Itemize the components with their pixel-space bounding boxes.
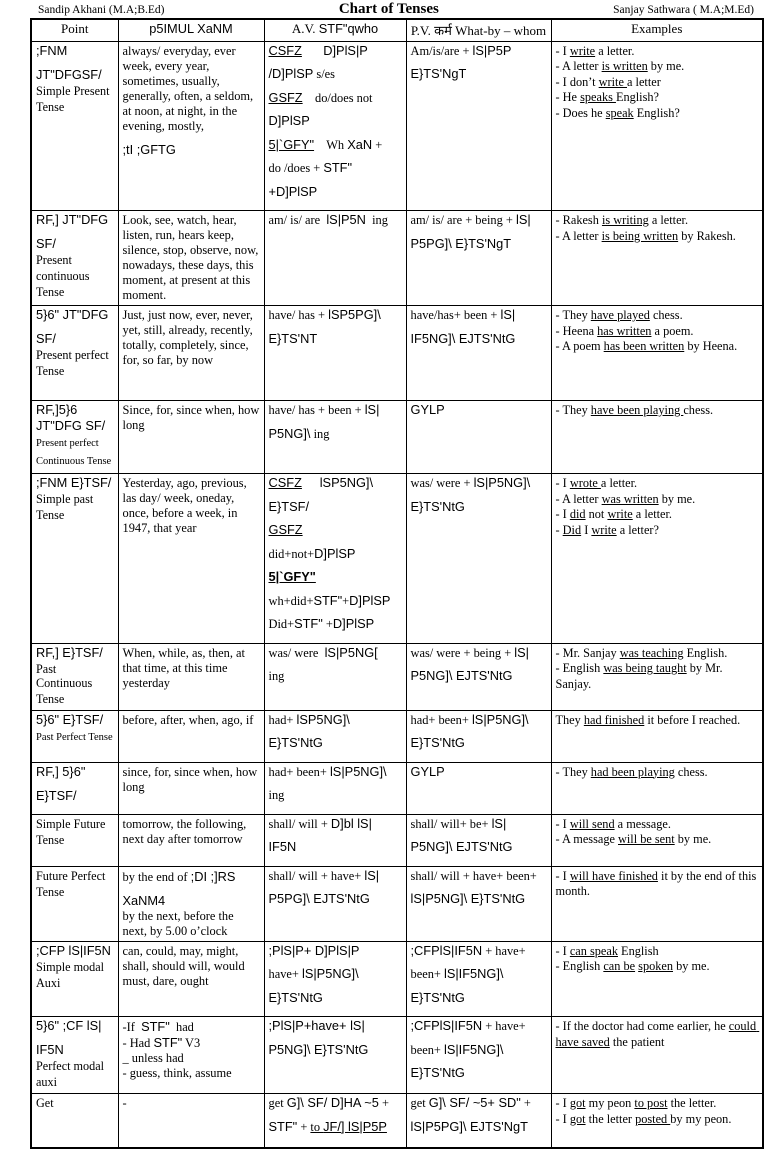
- masthead: [0, 0, 768, 18]
- table-body: [31, 41, 763, 1148]
- text-line: was/ were + lS|P5NG]\: [410, 475, 531, 490]
- cell-keywords: [118, 643, 264, 710]
- cell-point: [31, 306, 118, 401]
- text-line: shall/ will + have+ been+: [410, 868, 537, 883]
- text-line: ;CFPlS|IF5N + have+: [410, 942, 526, 958]
- text-line: IF5NG]\ EJTS'NtG: [410, 330, 516, 346]
- cell-keywords: [118, 762, 264, 814]
- text-line: STF" + to JF/] lS|P5P: [268, 1118, 387, 1134]
- text-line: Tense: [36, 364, 65, 378]
- text-line: SF/: [36, 331, 56, 346]
- text-line: lS|P5PG]\ EJTS'NgT: [410, 1118, 528, 1134]
- cell-keywords: [118, 306, 264, 401]
- text-line: - I wrote a letter.: [555, 476, 638, 490]
- text-line: - Had STF" V3: [122, 1035, 201, 1050]
- cell-examples: [551, 941, 763, 1017]
- text-line: - Mr. Sanjay was teaching English.: [555, 645, 728, 660]
- text-line: did+not+D]PlSP: [268, 545, 356, 561]
- text-line: Tense: [36, 508, 65, 522]
- text-line: RF,] JT"DFG: [36, 212, 109, 227]
- spacer: [123, 885, 260, 893]
- text-line: They had finished it before I reached.: [555, 712, 741, 727]
- text-line: ;PlS|P+ D]PlS|P: [268, 942, 360, 958]
- text-line: When, while, as, then, at that time, at this time yesterday: [122, 645, 249, 690]
- text-line: RF,]5}6: [36, 402, 78, 417]
- col-header-active-voice: A.V. STF"qwho: [264, 19, 406, 41]
- author-right: Sanjay Sathwara ( M.A;M.Ed): [613, 4, 754, 16]
- text-line: ing: [268, 788, 285, 802]
- text-line: P5NG]\ EJTS'NtG: [410, 839, 513, 854]
- text-line: - I don’t write a letter: [555, 74, 661, 89]
- text-line: can, could, may, might, shall, should will, would must, dare, ought: [122, 943, 248, 988]
- cell-passive-voice: [406, 1017, 551, 1094]
- tense-row: [31, 866, 763, 941]
- cell-passive-voice: [406, 306, 551, 401]
- cell-keywords: [118, 41, 264, 211]
- text-line: had+ been+ lS|P5NG]\: [410, 711, 529, 727]
- text-line: before, after, when, ago, if: [122, 712, 254, 727]
- text-line: been+ lS|IF5NG]\: [410, 1041, 504, 1057]
- text-line: GSFZ: [268, 522, 303, 537]
- text-line: 5}6" E}TSF/: [36, 711, 104, 727]
- cell-point: [31, 41, 118, 211]
- cell-examples: [551, 41, 763, 211]
- text-line: Future Perfect: [36, 868, 106, 883]
- text-line: - I will have finished it by the end of this month.: [555, 868, 760, 898]
- text-line: P5PG]\ E}TS'NgT: [410, 235, 512, 251]
- text-line: /D]PlSP s/es: [268, 66, 335, 81]
- cell-examples: [551, 401, 763, 474]
- text-line: shall/ will + have+ lS|: [268, 867, 380, 883]
- text-line: Did+STF" +D]PlSP: [268, 616, 375, 631]
- text-line: - Rakesh is writing a letter.: [555, 213, 689, 227]
- cell-keywords: [118, 941, 264, 1017]
- cell-point: [31, 710, 118, 762]
- cell-active-voice: [264, 941, 406, 1017]
- cell-keywords: [118, 211, 264, 306]
- text-line: JT"DFG SF/: [36, 418, 106, 433]
- text-line: P5NG]\ ing: [268, 425, 330, 441]
- text-line: E}TS'NtG: [410, 989, 465, 1005]
- text-line: Tense: [36, 884, 65, 899]
- tense-row: [31, 474, 763, 644]
- cell-keywords: [118, 710, 264, 762]
- cell-examples: [551, 866, 763, 941]
- cell-point: [31, 941, 118, 1017]
- cell-examples: [551, 762, 763, 814]
- text-line: - English was being taught by Mr. Sanjay.: [555, 661, 726, 691]
- text-line: SF/: [36, 236, 56, 251]
- cell-examples: [551, 710, 763, 762]
- text-line: Simple Future: [36, 816, 106, 831]
- text-line: shall/ will + D]bl lS|: [268, 815, 372, 831]
- text-line: IF5N: [36, 1042, 64, 1057]
- text-line: Tense: [36, 285, 65, 299]
- text-line: - I will send a message.: [555, 816, 671, 831]
- cell-examples: [551, 814, 763, 866]
- text-line: do /does + STF": [268, 160, 353, 175]
- text-line: E}TS'NgT: [410, 66, 467, 81]
- text-line: Present perfect: [36, 348, 109, 362]
- text-line: Present: [36, 253, 72, 267]
- text-line: have/ has + been + lS|: [268, 402, 380, 417]
- text-line: - He speaks English?: [555, 90, 659, 104]
- tense-row: [31, 306, 763, 401]
- cell-passive-voice: [406, 41, 551, 211]
- cell-examples: [551, 643, 763, 710]
- text-line: - A letter is written by me.: [555, 59, 685, 73]
- text-line: +D]PlSP: [268, 183, 318, 199]
- text-line: 5}6" ;CF lS|: [36, 1018, 102, 1033]
- text-line: ;FNM E}TSF/: [36, 475, 112, 490]
- cell-point: [31, 866, 118, 941]
- text-line: Get: [36, 1096, 54, 1110]
- cell-active-voice: [264, 401, 406, 474]
- cell-active-voice: [264, 41, 406, 211]
- text-line: - I did not write a letter.: [555, 507, 672, 521]
- cell-passive-voice: [406, 814, 551, 866]
- col-header-point: Point: [31, 19, 118, 41]
- text-line: 5|`GFY" Wh XaN +: [268, 136, 383, 152]
- text-line: Present perfect: [36, 438, 99, 449]
- text-line: E}TSF/: [268, 498, 310, 514]
- text-line: wh+did+STF"+D]PlSP: [268, 592, 391, 608]
- cell-active-voice: [264, 474, 406, 644]
- text-line: - They had been playing chess.: [555, 764, 708, 779]
- cell-active-voice: [264, 866, 406, 941]
- text-line: Since, for, since when, how long: [122, 403, 263, 432]
- text-line: E}TS'NtG: [268, 735, 323, 750]
- text-line: ;tI ;GFTG: [122, 141, 176, 157]
- cell-passive-voice: [406, 643, 551, 710]
- cell-passive-voice: [406, 762, 551, 814]
- cell-keywords: [118, 474, 264, 644]
- text-line: Look, see, watch, hear, listen, run, hears keep, silence, stop, observe, now, nowadays, these days, this moment, at present at this moment.: [122, 213, 262, 302]
- col-header-form-name: p5IMUL XaNM: [118, 19, 264, 41]
- text-line: get G]\ SF/ D]HA ~5 +: [268, 1095, 389, 1110]
- text-line: was/ were + being + lS|: [410, 644, 529, 660]
- text-line: E}TS'NtG: [410, 498, 465, 514]
- text-line: - Heena has written a poem.: [555, 323, 694, 338]
- cell-point: [31, 401, 118, 474]
- text-line: since, for, since when, how long: [122, 764, 261, 794]
- text-line: Simple Present: [36, 83, 110, 98]
- tense-row: [31, 643, 763, 710]
- text-line: am/ is/ are lS|P5N ing: [268, 212, 388, 227]
- text-line: D]PlSP: [268, 113, 310, 128]
- text-line: - I write a letter.: [555, 43, 635, 58]
- cell-point: [31, 1017, 118, 1094]
- tense-row: [31, 41, 763, 211]
- text-line: - A message will be sent by me.: [555, 832, 712, 846]
- text-line: RF,] E}TSF/: [36, 644, 103, 660]
- text-line: CSFZ D]PlS|P: [268, 42, 368, 58]
- text-line: - I got my peon to post the letter.: [555, 1096, 717, 1110]
- text-line: - I got the letter posted by my peon.: [555, 1111, 732, 1126]
- cell-passive-voice: [406, 211, 551, 306]
- text-line: - English can be spoken by me.: [555, 959, 710, 973]
- col-header-examples: Examples: [551, 19, 763, 41]
- text-line: by the next, before the next, by 5.00 o’clock: [122, 908, 237, 938]
- cell-point: [31, 211, 118, 306]
- cell-passive-voice: [406, 710, 551, 762]
- text-line: E}TS'NtG: [268, 989, 323, 1005]
- text-line: CSFZ lSP5NG]\: [268, 475, 374, 490]
- text-line: Just, just now, ever, never, yet, still, already, recently, totally, completely, since, for, so far, by now: [122, 308, 256, 367]
- text-line: have/ has + lSP5PG]\: [268, 307, 381, 322]
- text-line: P5NG]\ E}TS'NtG: [268, 1041, 369, 1057]
- text-line: always/ everyday, ever week, every year, sometimes, usually, generally, often, a seldom, at noon, at night, in the evening, mostly,: [122, 43, 257, 133]
- text-line: - I can speak English: [555, 943, 659, 958]
- cell-keywords: [118, 401, 264, 474]
- text-line: - A poem has been written by Heena.: [555, 339, 738, 353]
- header-row: [31, 19, 763, 41]
- cell-point: [31, 762, 118, 814]
- text-line: - Does he speak English?: [555, 105, 680, 120]
- text-line: XaNM4: [122, 892, 166, 908]
- text-line: -If STF" had: [122, 1019, 194, 1034]
- cell-active-voice: [264, 1094, 406, 1148]
- text-line: ;CFP lS|IF5N: [36, 942, 111, 958]
- cell-examples: [551, 1094, 763, 1148]
- text-line: have/has+ been + lS|: [410, 307, 516, 322]
- cell-active-voice: [264, 306, 406, 401]
- tenses-table: [30, 18, 764, 1149]
- text-line: Tense: [36, 832, 65, 847]
- text-line: continuous: [36, 269, 90, 283]
- text-line: RF,] 5}6": [36, 763, 86, 779]
- text-line: P5NG]\ EJTS'NtG: [410, 668, 513, 683]
- text-line: Simple modal: [36, 959, 105, 974]
- tense-row: [31, 1017, 763, 1094]
- text-line: Am/is/are + lS|P5P: [410, 42, 512, 58]
- text-line: E}TS'NtG: [410, 1065, 465, 1080]
- text-line: 5}6" JT"DFG: [36, 307, 109, 322]
- text-line: tomorrow, the following, next day after tomorrow: [122, 816, 250, 846]
- text-line: shall/ will+ be+ lS|: [410, 815, 507, 831]
- tense-row: [31, 814, 763, 866]
- cell-examples: [551, 306, 763, 401]
- cell-passive-voice: [406, 866, 551, 941]
- text-line: 5|`GFY": [268, 569, 316, 584]
- text-line: ;FNM: [36, 42, 68, 58]
- cell-point: [31, 1094, 118, 1148]
- col-header-passive-voice: P.V. कर्म What-by – whom: [406, 19, 551, 41]
- cell-examples: [551, 211, 763, 306]
- text-line: Simple past: [36, 492, 94, 506]
- cell-active-voice: [264, 762, 406, 814]
- text-line: IF5N: [268, 839, 297, 854]
- text-line: ;CFPlS|IF5N + have+: [410, 1018, 526, 1033]
- text-line: E}TS'NtG: [410, 735, 465, 750]
- text-line: GSFZ do/does not: [268, 89, 373, 105]
- text-line: GYLP: [410, 763, 445, 779]
- text-line: by the end of ;DI ;]RS: [122, 868, 236, 884]
- cell-keywords: [118, 866, 264, 941]
- text-line: Past Perfect Tense: [36, 731, 113, 743]
- tense-row: [31, 710, 763, 762]
- cell-passive-voice: [406, 401, 551, 474]
- text-line: had+ been+ lS|P5NG]\: [268, 763, 387, 779]
- cell-keywords: [118, 1017, 264, 1094]
- text-line: am/ is/ are + being + lS|: [410, 212, 531, 227]
- text-line: Yesterday, ago, previous, las day/ week, oneday, once, before a week, in 1947, that year: [122, 476, 250, 535]
- cell-active-voice: [264, 211, 406, 306]
- text-line: was/ were lS|P5NG[: [268, 644, 378, 660]
- text-line: P5PG]\ EJTS'NtG: [268, 891, 370, 906]
- cell-point: [31, 474, 118, 644]
- table-header: [31, 19, 763, 41]
- tense-row: [31, 1094, 763, 1148]
- cell-active-voice: [264, 710, 406, 762]
- cell-passive-voice: [406, 941, 551, 1017]
- text-line: Tense: [36, 99, 65, 114]
- text-line: Perfect modal: [36, 1059, 105, 1073]
- cell-examples: [551, 474, 763, 644]
- cell-point: [31, 643, 118, 710]
- text-line: GYLP: [410, 402, 445, 417]
- text-line: get G]\ SF/ ~5+ SD" +: [410, 1095, 531, 1110]
- cell-passive-voice: [406, 1094, 551, 1148]
- text-line: ing: [268, 669, 285, 683]
- tense-row: [31, 941, 763, 1017]
- text-line: Continuous Tense: [36, 456, 112, 467]
- text-line: - A letter is being written by Rakesh.: [555, 228, 736, 243]
- text-line: been+ lS|IF5NG]\: [410, 966, 504, 981]
- text-line: - A letter was written by me.: [555, 491, 696, 506]
- cell-passive-voice: [406, 474, 551, 644]
- text-line: ;PlS|P+have+ lS|: [268, 1018, 365, 1033]
- cell-examples: [551, 1017, 763, 1094]
- cell-active-voice: [264, 643, 406, 710]
- tense-row: [31, 762, 763, 814]
- cell-active-voice: [264, 1017, 406, 1094]
- text-line: - They have been playing chess.: [555, 403, 714, 417]
- text-line: Tense: [36, 691, 65, 706]
- cell-keywords: [118, 814, 264, 866]
- cell-keywords: [118, 1094, 264, 1148]
- text-line: - Did I write a letter?: [555, 522, 659, 537]
- text-line: lS|P5NG]\ E}TS'NtG: [410, 891, 526, 906]
- text-line: JT"DFGSF/: [36, 66, 102, 82]
- text-line: have+ lS|P5NG]\: [268, 966, 359, 981]
- text-line: Auxi: [36, 975, 61, 990]
- text-line: _ unless had: [122, 1051, 184, 1065]
- cell-point: [31, 814, 118, 866]
- text-line: had+ lSP5NG]\: [268, 711, 350, 727]
- tense-row: [31, 211, 763, 306]
- tense-row: [31, 401, 763, 474]
- text-line: E}TSF/: [36, 787, 77, 803]
- spacer: [123, 134, 260, 142]
- page-title: Chart of Tenses: [338, 1, 439, 17]
- text-line: Past Continuous: [36, 661, 93, 690]
- text-line: - If the doctor had come earlier, he could have saved the patient: [555, 1019, 760, 1049]
- text-line: - guess, think, assume: [122, 1066, 232, 1080]
- text-line: - They have played chess.: [555, 308, 683, 322]
- text-line: -: [122, 1096, 127, 1110]
- text-line: E}TS'NT: [268, 330, 318, 346]
- text-line: auxi: [36, 1075, 57, 1089]
- author-left: Sandip Akhani (M.A;B.Ed): [38, 4, 165, 16]
- cell-active-voice: [264, 814, 406, 866]
